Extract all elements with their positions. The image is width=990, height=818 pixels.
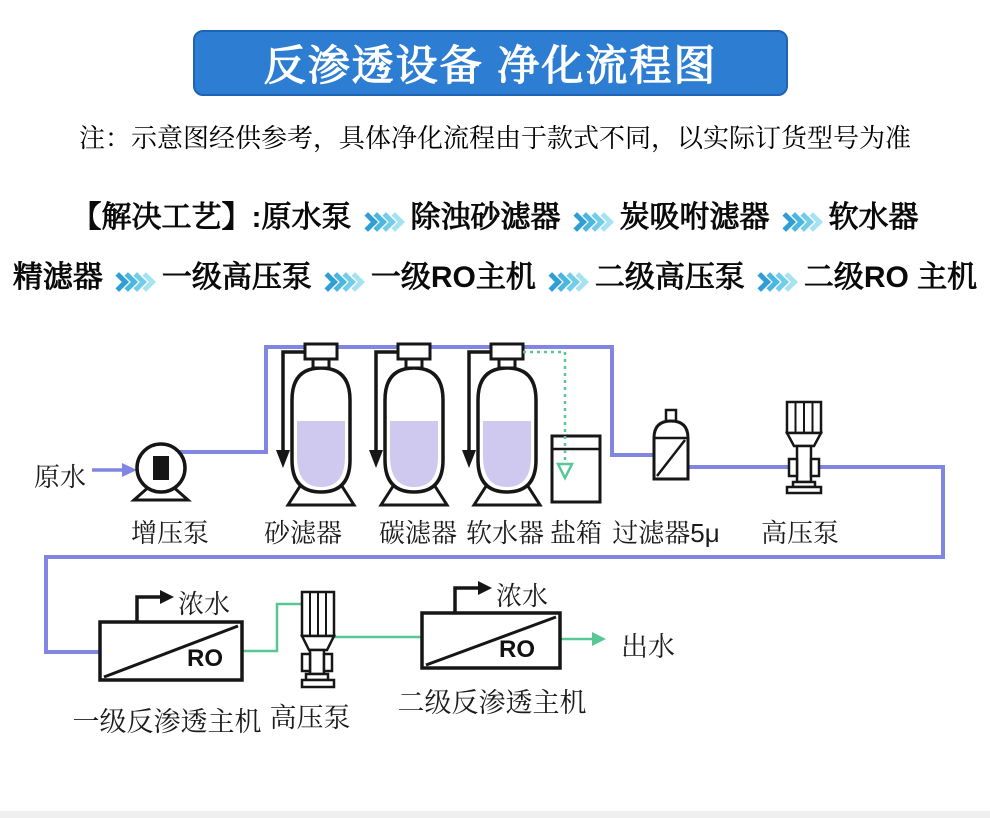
process-step: 炭吸咐滤器 xyxy=(619,201,770,234)
page-title: 反渗透设备 净化流程图 xyxy=(263,42,718,89)
process-step: 除浊砂滤器 xyxy=(410,201,561,234)
outlet-water-label: 出水 xyxy=(621,632,675,662)
process-step: 一级RO主机 xyxy=(370,261,536,294)
bottom-divider-strip xyxy=(0,811,990,818)
booster-pump-icon xyxy=(134,444,188,500)
process-step: 精滤器 xyxy=(12,261,103,294)
note-text: 注：示意图经供参考，具体净化流程由于款式不同，以实际订货型号为准 xyxy=(78,123,911,153)
booster-pump-label: 增压泵 xyxy=(130,518,210,548)
concentrate-label-2: 浓水 xyxy=(496,581,549,611)
carbon-filter-tank-icon xyxy=(369,344,447,505)
ro-text-1: RO xyxy=(187,645,223,672)
raw-water-label: 原水 xyxy=(34,462,87,492)
ro2-label: 二级反渗透主机 xyxy=(397,688,587,718)
high-pressure-pump-top-icon xyxy=(787,402,821,493)
ro1-label: 一级反渗透主机 xyxy=(72,707,262,737)
process-step: 一级高压泵 xyxy=(161,261,312,294)
softener-tank-icon xyxy=(462,344,540,505)
softener-label: 软水器 xyxy=(465,518,545,548)
hp-pump-bottom-label: 高压泵 xyxy=(269,703,351,733)
high-pressure-pump-bottom-icon xyxy=(302,592,334,687)
cartridge-filter-label: 过滤器5μ xyxy=(612,518,720,548)
process-step: 二级RO 主机 xyxy=(803,261,978,294)
ro-text-2: RO xyxy=(499,636,535,663)
cartridge-filter-icon xyxy=(654,410,688,479)
hp-pump-top-label: 高压泵 xyxy=(760,518,840,548)
process-step: 软水器 xyxy=(828,201,919,234)
concentrate-label-1: 浓水 xyxy=(178,589,231,619)
sand-filter-tank-icon xyxy=(276,344,354,505)
process-step: 【解决工艺】:原水泵 xyxy=(71,201,352,234)
carbon-filter-label: 碳滤器 xyxy=(378,518,458,548)
salt-box-label: 盐箱 xyxy=(549,518,603,548)
sand-filter-label: 砂滤器 xyxy=(263,518,343,548)
process-step: 二级高压泵 xyxy=(594,261,745,294)
